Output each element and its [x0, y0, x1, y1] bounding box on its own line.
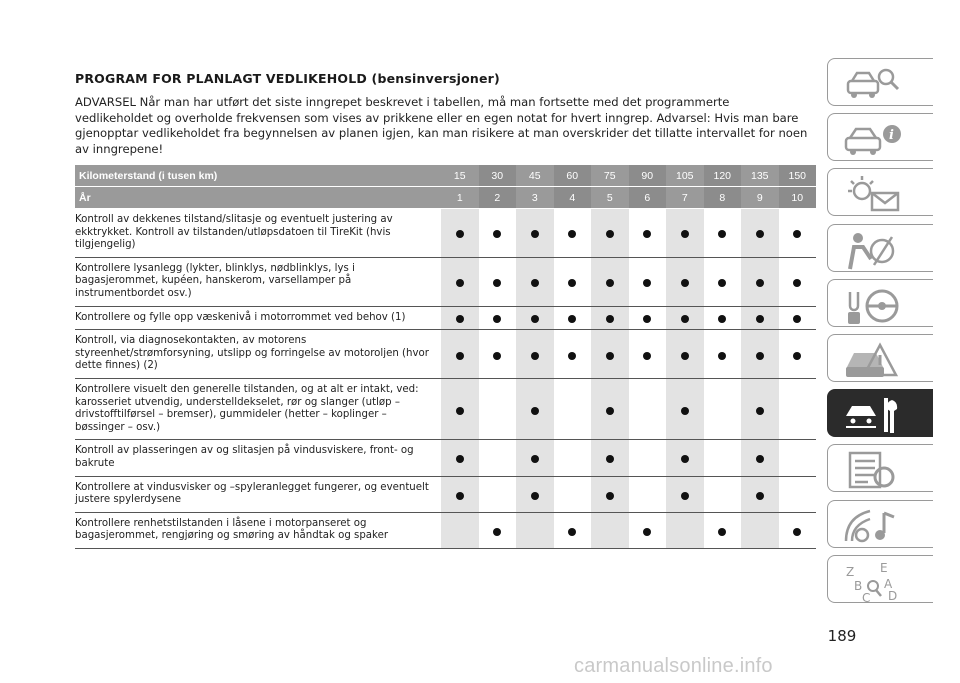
- required-dot-icon: [456, 407, 464, 415]
- interval-cell: [666, 512, 704, 548]
- required-dot-icon: [793, 528, 801, 536]
- required-dot-icon: [606, 315, 614, 323]
- interval-cell: [554, 209, 592, 258]
- chapter-tab-9[interactable]: [827, 555, 933, 603]
- required-dot-icon: [531, 492, 539, 500]
- interval-cell: [516, 209, 554, 258]
- required-dot-icon: [643, 279, 651, 287]
- interval-cell: [779, 440, 817, 476]
- year-interval-6: 7: [666, 187, 704, 209]
- required-dot-icon: [531, 315, 539, 323]
- interval-cell: [666, 257, 704, 306]
- year-interval-8: 9: [741, 187, 779, 209]
- km-interval-6: 105: [666, 165, 704, 187]
- required-dot-icon: [681, 230, 689, 238]
- year-interval-9: 10: [779, 187, 817, 209]
- required-dot-icon: [456, 230, 464, 238]
- table-row: [75, 306, 816, 330]
- interval-cell: [666, 306, 704, 330]
- svg-text:A: A: [884, 576, 893, 591]
- interval-cell: [704, 306, 742, 330]
- row-label: Kontrollere visuelt den generelle tilstanden, og at alt er intakt, ved: karosseriet utvendig, understelldekselet, rør og slanger (utløp – drivstofftilførsel – bremser), gummideler (hetter – koplinger – bøssinger – osv.): [75, 378, 441, 439]
- km-interval-4: 75: [591, 165, 629, 187]
- car-info-icon: [840, 118, 904, 160]
- year-interval-0: 1: [441, 187, 479, 209]
- interval-cell: [741, 378, 779, 439]
- interval-cell: [741, 512, 779, 548]
- required-dot-icon: [643, 528, 651, 536]
- interval-cell: [629, 378, 667, 439]
- interval-cell: [741, 330, 779, 379]
- required-dot-icon: [531, 455, 539, 463]
- interval-cell: [779, 476, 817, 512]
- interval-cell: [704, 209, 742, 258]
- section-title: PROGRAM FOR PLANLAGT VEDLIKEHOLD (bensinversjoner): [75, 71, 500, 86]
- interval-cell: [704, 512, 742, 548]
- interval-cell: [666, 330, 704, 379]
- year-interval-3: 4: [554, 187, 592, 209]
- interval-cell: [779, 209, 817, 258]
- required-dot-icon: [456, 352, 464, 360]
- required-dot-icon: [606, 352, 614, 360]
- interval-cell: [666, 378, 704, 439]
- chapter-tab-3[interactable]: [827, 224, 933, 272]
- page-number: 189: [827, 627, 857, 645]
- interval-cell: [629, 306, 667, 330]
- interval-cell: [441, 378, 479, 439]
- car-maintenance-icon: [840, 394, 904, 436]
- chapter-tab-1[interactable]: [827, 113, 933, 161]
- required-dot-icon: [531, 230, 539, 238]
- interval-cell: [704, 257, 742, 306]
- required-dot-icon: [718, 528, 726, 536]
- year-interval-4: 5: [591, 187, 629, 209]
- row-label: Kontrollere at vindusvisker og –spyleranlegget fungerer, og eventuelt justere spylerdysene: [75, 476, 441, 512]
- required-dot-icon: [681, 407, 689, 415]
- svg-text:C: C: [862, 590, 871, 602]
- interval-cell: [591, 306, 629, 330]
- table-row: [75, 440, 816, 476]
- interval-cell: [591, 378, 629, 439]
- km-header-row: [75, 165, 816, 187]
- required-dot-icon: [606, 407, 614, 415]
- required-dot-icon: [681, 279, 689, 287]
- watermark: carmanualsonline.info: [574, 655, 773, 677]
- required-dot-icon: [681, 455, 689, 463]
- chapter-tab-6[interactable]: [827, 389, 933, 437]
- required-dot-icon: [493, 315, 501, 323]
- row-label: Kontroll av dekkenes tilstand/slitasje og eventuelt justering av ekktrykket. Kontroll av tilstanden/utløpsdatoen til TireKit (hvis tilgjengelig): [75, 209, 441, 258]
- interval-cell: [554, 306, 592, 330]
- interval-cell: [554, 378, 592, 439]
- required-dot-icon: [756, 315, 764, 323]
- table-row: [75, 476, 816, 512]
- row-label: Kontroll, via diagnosekontakten, av motorens styreenhet/strømforsyning, utslipp og forringelse av motoroljen (hvor dette finnes) (2): [75, 330, 441, 379]
- interval-cell: [629, 440, 667, 476]
- chapter-tab-7[interactable]: [827, 444, 933, 492]
- schedule-rows: [75, 209, 816, 549]
- alphabetical-index-icon: [840, 560, 904, 602]
- steering-wheel-icon: [840, 284, 904, 326]
- row-label: Kontrollere og fylle opp væskenivå i motorrommet ved behov (1): [75, 306, 441, 330]
- required-dot-icon: [718, 352, 726, 360]
- required-dot-icon: [718, 279, 726, 287]
- interval-cell: [479, 330, 517, 379]
- table-row: [75, 330, 816, 379]
- required-dot-icon: [568, 230, 576, 238]
- interval-cell: [704, 330, 742, 379]
- required-dot-icon: [606, 492, 614, 500]
- row-label: Kontrollere lysanlegg (lykter, blinklys, nødblinklys, lys i bagasjerommet, kupéen, hanskerom, varsellamper på instrumentbordet osv.): [75, 257, 441, 306]
- required-dot-icon: [568, 279, 576, 287]
- required-dot-icon: [568, 352, 576, 360]
- required-dot-icon: [681, 492, 689, 500]
- required-dot-icon: [756, 230, 764, 238]
- required-dot-icon: [531, 279, 539, 287]
- required-dot-icon: [681, 352, 689, 360]
- interval-cell: [666, 476, 704, 512]
- interval-cell: [629, 330, 667, 379]
- interval-cell: [516, 440, 554, 476]
- interval-cell: [441, 440, 479, 476]
- required-dot-icon: [643, 352, 651, 360]
- interval-cell: [591, 330, 629, 379]
- interval-cell: [479, 512, 517, 548]
- required-dot-icon: [568, 315, 576, 323]
- required-dot-icon: [493, 528, 501, 536]
- svg-text:B: B: [854, 578, 863, 593]
- interval-cell: [441, 476, 479, 512]
- car-search-icon: [840, 63, 904, 105]
- interval-cell: [591, 476, 629, 512]
- interval-cell: [741, 440, 779, 476]
- interval-cell: [629, 476, 667, 512]
- year-interval-5: 6: [629, 187, 667, 209]
- interval-cell: [479, 209, 517, 258]
- interval-cell: [704, 440, 742, 476]
- interval-cell: [554, 440, 592, 476]
- interval-cell: [666, 440, 704, 476]
- interval-cell: [516, 257, 554, 306]
- warning-paragraph: ADVARSEL Når man har utført det siste inngrepet beskrevet i tabellen, må man fortsette med det programmerte vedlikeholdet og overholde frekvensen som vises av prikkene eller en egen notat for hvert inngrep. Advarsel: Hvis man bare gjenopptar vedlikeholdet fra begynnelsen av planen igjen, kan man risikere at man overskrider det tillatte intervallet for noen av inngrepene!: [75, 95, 808, 156]
- table-row: [75, 512, 816, 548]
- interval-cell: [629, 209, 667, 258]
- chapter-tab-2[interactable]: [827, 168, 933, 216]
- interval-cell: [629, 257, 667, 306]
- required-dot-icon: [456, 492, 464, 500]
- required-dot-icon: [793, 315, 801, 323]
- interval-cell: [779, 306, 817, 330]
- required-dot-icon: [456, 279, 464, 287]
- required-dot-icon: [606, 230, 614, 238]
- interval-cell: [516, 306, 554, 330]
- required-dot-icon: [456, 455, 464, 463]
- svg-text:E: E: [880, 560, 888, 575]
- required-dot-icon: [793, 230, 801, 238]
- required-dot-icon: [793, 352, 801, 360]
- interval-cell: [591, 440, 629, 476]
- interval-cell: [591, 257, 629, 306]
- required-dot-icon: [531, 407, 539, 415]
- interval-cell: [629, 512, 667, 548]
- km-interval-2: 45: [516, 165, 554, 187]
- warning-lights-icon: [840, 173, 904, 215]
- chapter-tab-4[interactable]: [827, 279, 933, 327]
- svg-text:Z: Z: [846, 564, 855, 579]
- km-interval-0: 15: [441, 165, 479, 187]
- required-dot-icon: [493, 230, 501, 238]
- required-dot-icon: [681, 315, 689, 323]
- interval-cell: [554, 257, 592, 306]
- km-interval-9: 150: [779, 165, 817, 187]
- interval-cell: [516, 330, 554, 379]
- year-header-row: [75, 187, 816, 209]
- interval-cell: [666, 209, 704, 258]
- chapter-tab-0[interactable]: [827, 58, 933, 106]
- required-dot-icon: [493, 279, 501, 287]
- table-row: [75, 378, 816, 439]
- required-dot-icon: [756, 279, 764, 287]
- required-dot-icon: [793, 279, 801, 287]
- interval-cell: [441, 209, 479, 258]
- interval-cell: [441, 257, 479, 306]
- required-dot-icon: [606, 455, 614, 463]
- interval-cell: [441, 512, 479, 548]
- table-row: [75, 209, 816, 258]
- car-emergency-icon: [840, 339, 904, 381]
- interval-cell: [479, 440, 517, 476]
- interval-cell: [479, 476, 517, 512]
- multimedia-icon: [840, 505, 904, 547]
- chapter-tab-5[interactable]: [827, 334, 933, 382]
- interval-cell: [554, 512, 592, 548]
- km-interval-8: 135: [741, 165, 779, 187]
- interval-cell: [479, 257, 517, 306]
- required-dot-icon: [756, 352, 764, 360]
- required-dot-icon: [718, 230, 726, 238]
- chapter-tab-8[interactable]: [827, 500, 933, 548]
- km-interval-7: 120: [704, 165, 742, 187]
- year-header-label: År: [75, 187, 441, 209]
- interval-cell: [591, 512, 629, 548]
- required-dot-icon: [756, 492, 764, 500]
- interval-cell: [741, 257, 779, 306]
- required-dot-icon: [756, 407, 764, 415]
- interval-cell: [554, 330, 592, 379]
- km-header-label: Kilometerstand (i tusen km): [75, 165, 441, 187]
- row-label: Kontrollere renhetstilstanden i låsene i motorpanseret og bagasjerommet, rengjøring og smøring av håndtak og spaker: [75, 512, 441, 548]
- km-interval-3: 60: [554, 165, 592, 187]
- interval-cell: [441, 330, 479, 379]
- required-dot-icon: [756, 455, 764, 463]
- required-dot-icon: [643, 315, 651, 323]
- km-interval-5: 90: [629, 165, 667, 187]
- year-interval-2: 3: [516, 187, 554, 209]
- interval-cell: [591, 209, 629, 258]
- year-interval-7: 8: [704, 187, 742, 209]
- interval-cell: [741, 306, 779, 330]
- required-dot-icon: [568, 528, 576, 536]
- interval-cell: [516, 512, 554, 548]
- interval-cell: [704, 476, 742, 512]
- maintenance-schedule-table: [75, 165, 816, 549]
- interval-cell: [741, 476, 779, 512]
- required-dot-icon: [493, 352, 501, 360]
- interval-cell: [479, 306, 517, 330]
- table-row: [75, 257, 816, 306]
- required-dot-icon: [606, 279, 614, 287]
- svg-text:D: D: [888, 588, 898, 602]
- airbag-safety-icon: [840, 229, 904, 271]
- interval-cell: [741, 209, 779, 258]
- interval-cell: [516, 378, 554, 439]
- technical-data-icon: [840, 449, 904, 491]
- required-dot-icon: [643, 230, 651, 238]
- svg-text:i: i: [889, 128, 894, 144]
- km-interval-1: 30: [479, 165, 517, 187]
- interval-cell: [704, 378, 742, 439]
- interval-cell: [554, 476, 592, 512]
- year-interval-1: 2: [479, 187, 517, 209]
- required-dot-icon: [531, 352, 539, 360]
- interval-cell: [479, 378, 517, 439]
- interval-cell: [779, 512, 817, 548]
- row-label: Kontroll av plasseringen av og slitasjen på vindusviskere, front- og bakrute: [75, 440, 441, 476]
- interval-cell: [779, 257, 817, 306]
- interval-cell: [779, 378, 817, 439]
- interval-cell: [441, 306, 479, 330]
- interval-cell: [516, 476, 554, 512]
- required-dot-icon: [456, 315, 464, 323]
- interval-cell: [779, 330, 817, 379]
- required-dot-icon: [718, 315, 726, 323]
